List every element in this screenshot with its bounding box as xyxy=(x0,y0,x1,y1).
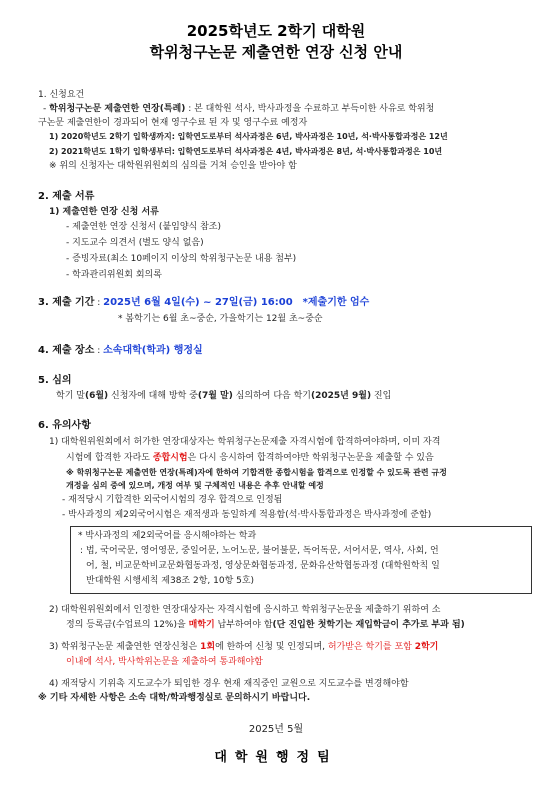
s3-period: 2025년 6월 4일(수) ~ 27일(금) 16:00 xyxy=(103,297,293,308)
s2-item: - 증빙자료(최소 10페이지 이상의 학위청구논문 내용 첨부) xyxy=(66,254,297,264)
s4-line xyxy=(38,345,203,357)
s3-note: * 봄학기는 6월 초~중순, 가을학기는 12월 초~중순 xyxy=(118,314,323,324)
s6-p3-line1 xyxy=(49,641,438,653)
s1-item2: 2) 2021학년도 1학기 입학생부터: 입학연도로부터 석사과정은 4년, 박사과정은 8년, 석·박사통합과정은 10년 xyxy=(49,147,443,156)
s2-heading: 2. 제출 서류 xyxy=(38,191,95,202)
title-line1: 2025학년도 2학기 대학원 xyxy=(186,22,366,40)
s3-line xyxy=(38,297,369,309)
s6-p2-l2a: 정의 등록금(수업료의 12%)을 xyxy=(66,620,189,630)
s6-p3-l1a: 3) 학위청구논문 제출연한 연장신청은 xyxy=(49,642,201,652)
s4-heading: 4. 제출 장소 xyxy=(38,345,95,356)
footer-date: 2025년 5월 xyxy=(248,724,304,735)
s6-p2-line1: 2) 대학원위원회에서 인정한 연장대상자는 자격시험에 응시하고 학위청구논문을 제출하기 위하여 소 xyxy=(49,605,441,615)
footer-signature: 대학원행정팀 xyxy=(214,750,338,765)
s6-p3-line2: 이내에 석사, 박사학위논문을 제출하여 통과해야함 xyxy=(66,657,263,667)
s4-sep: : xyxy=(94,346,104,356)
s6-p1-note1: ※ 학위청구논문 제출연한 연장(특례)자에 한하여 기합격한 종합시험을 합격으로 인정할 수 있도록 관련 규정 xyxy=(66,468,447,477)
s1-note: ※ 위의 신청자는 대학원위원회의 심의를 거쳐 승인을 받아야 함 xyxy=(49,161,297,171)
s6-p2-line2 xyxy=(66,619,465,631)
s1-desc-rest: : 본 대학원 석사, 박사과정을 수료하고 부득이한 사유로 학위청 xyxy=(185,104,435,114)
s6-p2-l2d: (단 진입한 첫학기는 재입학금이 추가로 부과 됨) xyxy=(272,620,465,630)
title-line2: 학위청구논문 제출연한 연장 신청 안내 xyxy=(149,43,403,61)
s5-t2: (6월) xyxy=(84,391,109,401)
s2-item: - 제출연한 연장 신청서 (붙임양식 참조) xyxy=(66,222,221,232)
s6-p1-highlight: 종합시험 xyxy=(152,453,188,463)
s1-item1: 1) 2020학년도 2학기 입학생까지: 입학연도로부터 석사과정은 6년, 박사과정은 10년, 석·박사통합과정은 12년 xyxy=(49,132,448,141)
s2-item: - 학과관리위원회 회의록 xyxy=(66,270,162,280)
s5-t1: 학기 말 xyxy=(56,391,85,401)
s5-t3: 신청자에 대해 방학 중 xyxy=(108,391,198,401)
s1-dash: - xyxy=(43,104,50,114)
s6-p1-l2c: 은 다시 응시하여 합격하여야만 학위청구논문을 제출할 수 있음 xyxy=(187,453,434,463)
s1-heading: 1. 신청요건 xyxy=(38,90,85,100)
box-line1: * 박사과정의 제2외국어를 응시해야하는 학과 xyxy=(78,531,257,541)
s1-desc-line2: 구논문 제출연한이 경과되어 현재 영구수료 된 자 및 영구수료 예정자 xyxy=(38,118,308,128)
s1-desc-bold: 학위청구논문 제출연한 연장(특례) xyxy=(49,104,186,114)
s2-item: - 지도교수 의견서 (별도 양식 없음) xyxy=(66,238,204,248)
s6-p1-line2 xyxy=(66,452,434,464)
s6-p2-l2c: 납부하여야 함 xyxy=(214,620,273,630)
s1-desc-line1 xyxy=(43,103,434,115)
s4-place: 소속대학(학과) 행정실 xyxy=(103,345,203,356)
s6-p3-once: 1회 xyxy=(200,642,216,652)
s6-p3-l1c: 에 한하여 신청 및 인정되며, xyxy=(215,642,328,652)
s6-heading: 6. 유의사항 xyxy=(38,420,91,431)
s6-final-note: ※ 기타 자세한 사항은 소속 대학/학과행정실로 문의하시기 바랍니다. xyxy=(38,693,311,703)
s3-heading: 3. 제출 기간 xyxy=(38,297,95,308)
s6-p1-detail2: - 박사과정의 제2외국어시험은 재적생과 동일하게 적용함(석·박사통합과정은 박사과정에 준함) xyxy=(62,510,432,520)
s6-p3-two-semesters: 2학기 xyxy=(414,642,439,652)
s6-p1-note2: 개정을 심의 중에 있으며, 개정 여부 및 구체적인 내용은 추후 안내할 예정 xyxy=(66,481,324,490)
s5-t6: (2025년 9월) xyxy=(311,391,372,401)
s5-t4: (7월 말) xyxy=(197,391,233,401)
s5-t7: 진입 xyxy=(371,391,392,401)
box-line2: : 법, 국어국문, 영어영문, 중일어문, 노어노문, 불어불문, 독어독문, 서어서문, 역사, 사회, 언 xyxy=(80,546,439,556)
box-line3: 어, 철, 비교문학비교문화협동과정, 영상문화협동과정, 문화유산학협동과정 (대학원학칙 일 xyxy=(86,561,440,571)
s5-body xyxy=(56,390,391,402)
s6-p1-detail1: - 재적당시 기합격한 외국어시험의 경우 합격으로 인정됨 xyxy=(62,495,283,505)
s5-heading: 5. 심의 xyxy=(38,375,72,386)
s6-p2-highlight: 매학기 xyxy=(188,620,215,630)
box-line4: 반대학원 시행세칙 제38조 2항, 10항 5호) xyxy=(86,576,255,586)
s6-p3-l1d: 허가받은 학기를 포함 xyxy=(327,642,415,652)
s6-p1-l2a: 시험에 합격한 자라도 xyxy=(66,453,153,463)
s6-p1-line1: 1) 대학원위원회에서 허가한 연장대상자는 학위청구논문제출 자격시험에 합격하여야하며, 이미 자격 xyxy=(49,437,441,447)
s3-sep: : xyxy=(94,298,104,308)
s2-sub: 1) 제출연한 연장 신청 서류 xyxy=(49,207,159,217)
s5-t5: 심의하여 다음 학기 xyxy=(232,391,311,401)
s6-p4: 4) 재적당시 기위촉 지도교수가 퇴임한 경우 현재 재직중인 교원으로 지도교수를 변경해야함 xyxy=(49,679,409,689)
s3-warning: *제출기한 엄수 xyxy=(302,297,370,308)
